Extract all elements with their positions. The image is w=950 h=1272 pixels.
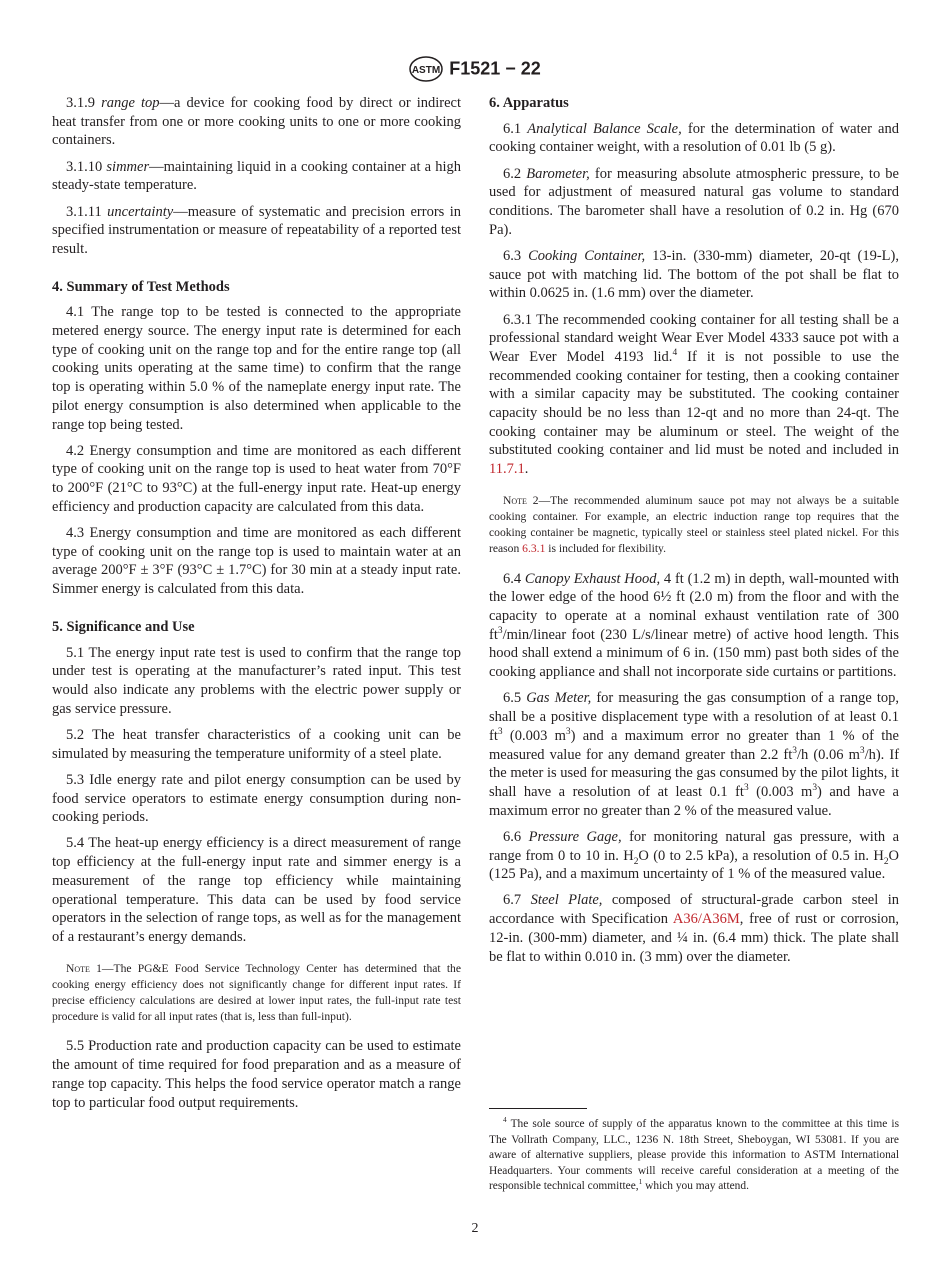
page-number: 2 bbox=[471, 1221, 479, 1236]
text-segment: 6.3.1 The recommended cooking container for all testing shall be a professional standard weight Wear Ever Model 4333 sauce pot with a Wear Ever Model 4193 lid. bbox=[489, 311, 899, 365]
text-segment: for the determination of water and cooking container weight, with a resolution of 0.01 lb (5 g). bbox=[489, 120, 899, 156]
text-segment: 4. Summary of Test Methods bbox=[52, 278, 230, 295]
paragraph bbox=[52, 726, 461, 763]
text-segment: 6. Apparatus bbox=[489, 95, 569, 111]
astm-logo-icon bbox=[409, 56, 443, 82]
text-segment: 1 bbox=[638, 1177, 643, 1187]
text-segment: 6.1 bbox=[503, 120, 528, 137]
note bbox=[52, 961, 461, 1026]
text-segment: 5.3 Idle energy rate and pilot energy consumption can be used by food service operators to estimate energy consumption during non-cooking periods. bbox=[52, 771, 461, 826]
section-heading bbox=[52, 278, 461, 297]
text-segment: (0.003 m bbox=[502, 727, 566, 744]
text-segment: Note bbox=[503, 493, 527, 507]
term: Analytical Balance Scale, bbox=[527, 120, 682, 137]
text-segment: Note bbox=[66, 961, 90, 975]
paragraph bbox=[52, 303, 461, 434]
text-segment: O (0 to 2.5 kPa), a resolution of 0.5 in. H bbox=[638, 847, 884, 864]
paragraph bbox=[52, 94, 461, 150]
term: simmer bbox=[106, 158, 150, 175]
text-segment: 3 bbox=[743, 783, 749, 794]
text-segment: 6.6 bbox=[503, 828, 529, 845]
cross-reference-link[interactable]: 11.7.1 bbox=[489, 461, 525, 478]
text-segment: 3 bbox=[812, 783, 818, 794]
text-segment: for monitoring natural gas pressure, with a range from 0 to 10 in. H bbox=[489, 828, 900, 864]
text-segment: 5. Significance and Use bbox=[52, 618, 195, 635]
text-segment: is included for flexibility. bbox=[545, 542, 666, 556]
paragraph bbox=[489, 828, 899, 884]
paragraph bbox=[489, 311, 899, 479]
text-segment: 6.3 bbox=[503, 247, 529, 264]
paragraph bbox=[489, 689, 899, 820]
text-segment: 3.1.11 bbox=[66, 203, 108, 220]
text-segment: /h (0.06 m bbox=[797, 746, 860, 763]
paragraph bbox=[489, 165, 899, 240]
paragraph bbox=[52, 644, 461, 719]
text-segment: which you may attend. bbox=[642, 1180, 749, 1193]
text-segment: 6.2 bbox=[503, 165, 527, 182]
text-segment: (0.003 m bbox=[748, 783, 813, 800]
text-segment: 5.5 Production rate and production capacity can be used to estimate the amount of time required for food preparation and as a measure of range top capacity. This helps the food service operator match a range top to particular food output requirements. bbox=[52, 1038, 461, 1111]
text-segment: 3 bbox=[497, 625, 503, 636]
text-segment: 2 bbox=[633, 856, 639, 867]
text-segment: /min/linear foot (230 L/s/linear metre) of active hood length. This hood shall extend a minimum of 6 in. (150 mm) past both sides of the cooking appliance and shall not incorporate side curtains or partitions. bbox=[489, 626, 899, 681]
text-segment: 2—The recommended aluminum sauce pot may not always be a suitable cooking container. For example, an electric induction range top requires that the cooking container be magnetic, typically steel or stainless steel plated nickel. For this reason bbox=[489, 493, 899, 556]
paragraph bbox=[52, 771, 461, 827]
section-heading bbox=[489, 94, 899, 113]
text-segment: for measuring the gas consumption of a range top, shall be a positive displacement type with a resolution of at least 0.1 ft bbox=[489, 690, 900, 744]
text-segment: 3 bbox=[859, 745, 865, 756]
paragraph bbox=[489, 247, 899, 303]
text-segment: 5.1 The energy input rate test is used to confirm that the range top under test is operating at the manufacturer’s rated input. This test would also indicate any problems with the electric power supply or gas service pressure. bbox=[52, 644, 461, 717]
term: Canopy Exhaust Hood, bbox=[524, 570, 661, 587]
footnote-4 bbox=[489, 1117, 899, 1195]
paragraph bbox=[52, 524, 461, 599]
cross-reference-link[interactable]: 6.3.1 bbox=[522, 542, 546, 556]
svg-text:ASTM: ASTM bbox=[412, 65, 441, 76]
text-segment: 3 bbox=[792, 745, 797, 756]
text-segment: 6.5 bbox=[503, 690, 527, 707]
term: Steel Plate, bbox=[530, 892, 603, 909]
text-segment: 3.1.10 bbox=[66, 158, 107, 175]
paragraph bbox=[489, 891, 899, 966]
text-segment: The sole source of supply of the apparatus known to the committee at this time is The Vollrath Company, LLC., 1236 N. 18th Street, Sheboygan, WI 53081. If you are aware of alternative suppliers, please provide this information to ASTM International Headquarters. Your comments will receive careful consideration at a meeting of the responsible technical committee, bbox=[489, 1118, 899, 1193]
cross-reference-link[interactable]: A36/A36M bbox=[672, 911, 740, 928]
term: Cooking Container, bbox=[528, 247, 646, 264]
text-segment: 3 bbox=[565, 726, 571, 737]
paragraph bbox=[52, 1037, 461, 1112]
text-segment: ) and a maximum error no greater than 1 % of the measured value for any demand greater than 2.2 ft bbox=[489, 727, 899, 763]
paragraph bbox=[52, 158, 461, 195]
standard-designation: F1521 − 22 bbox=[449, 58, 541, 79]
footnote-divider bbox=[489, 1108, 587, 1109]
text-segment: 5.4 The heat-up energy efficiency is a direct measurement of range top efficiency at the full-energy input rate and simmer energy is a measurement of the range top efficiency while maintaining operational temperature. This data can be used by food service operators in the selection of range tops, as well as for the management of a restaurant’s energy demands. bbox=[52, 835, 461, 945]
text-segment: 4.1 The range top to be tested is connected to the appropriate metered energy source. The energy input rate is determined for each type of cooking unit on the range top and for the entire range top (all cooking units operating at the same time) to confirm that the range top is operating within 5.0 % of the nameplate energy input rate. The pilot energy consumption is also determined when applicable to the range top being tested. bbox=[52, 304, 461, 433]
text-segment: 4 bbox=[672, 348, 678, 359]
text-segment: 3 bbox=[497, 726, 503, 737]
text-segment: 4.2 Energy consumption and time are monitored as each different type of cooking unit on the range top is used to heat water from 70°F to 200°F (21°C to 93°C) at the full-energy input rate. Heat-up energy efficiency and production capacity are calculated from this data. bbox=[52, 442, 461, 515]
text-segment: /h). If the meter is used for measuring the gas consumed by the pilot lights, it shall have a resolution of at least 0.1 ft bbox=[489, 746, 900, 800]
text-segment: composed of structural-grade carbon steel in accordance with Specification bbox=[489, 892, 899, 928]
term: Barometer, bbox=[526, 165, 590, 182]
text-segment: 4 bbox=[503, 1115, 507, 1125]
text-segment: , free of rust or corrosion, 12-in. (300-mm) diameter, and ¼ in. (6.4 mm) thick. The plate shall be flat to within 0.010 in. (3 mm) over the diameter. bbox=[489, 911, 899, 965]
text-segment: 6.4 bbox=[503, 570, 525, 587]
paragraph bbox=[489, 570, 899, 682]
text-segment: —measure of systematic and precision errors in specified instrumentation or measure of repeatability of a reported test result. bbox=[52, 203, 461, 257]
paragraph bbox=[489, 120, 899, 157]
text-segment: —maintaining liquid in a cooking container at a high steady-state temperature. bbox=[52, 158, 461, 194]
term: range top bbox=[101, 95, 160, 111]
text-segment: 5.2 The heat transfer characteristics of a cooking unit can be simulated by measuring the temperature uniformity of a steel plate. bbox=[52, 726, 461, 762]
text-segment: 6.7 bbox=[503, 892, 531, 909]
section-heading bbox=[52, 618, 461, 637]
text-segment: . bbox=[524, 461, 529, 478]
text-segment: for measuring absolute atmospheric pressure, to be used for adjustment of measured natural gas volume to standard conditions. The barometer shall have a resolution of 0.2 in. Hg (670 Pa). bbox=[489, 165, 899, 238]
text-segment: 4.3 Energy consumption and time are monitored as each different type of cooking unit on the range top is used to maintain water at an average 200°F ± 3°F (93°C ± 1.7°C) for 30 min at a steady input rate. Simmer energy is calculated from this data. bbox=[52, 525, 461, 598]
right-column bbox=[489, 94, 899, 974]
text-segment: —a device for cooking food by direct or indirect heat transfer from one or more cooking units to one or more cooking containers. bbox=[52, 95, 462, 149]
text-segment: 4 ft (1.2 m) in depth, wall-mounted with the lower edge of the hood 6½ ft (2.0 m) from the floor and with the capacity to operate at a nominal exhaust ventilation rate of 300 ft bbox=[489, 570, 899, 643]
term: Pressure Gage, bbox=[528, 828, 622, 845]
page-header bbox=[0, 56, 950, 82]
left-column bbox=[52, 94, 461, 1120]
text-segment: 2 bbox=[883, 856, 889, 867]
text-segment: If it is not possible to use the recommended cooking container for testing, then a cooking container with a similar capacity may be substituted. The cooking container capacity should be no less than 12-qt and no more than 24-qt. The cooking container may be aluminum or steel. The weight of the substituted cooking container and lid must be noted and included in bbox=[489, 348, 899, 459]
text-segment: 3.1.9 bbox=[66, 95, 102, 111]
text-segment: ) and have a maximum error no greater than 2 % of the measured value. bbox=[489, 783, 899, 819]
term: uncertainty bbox=[107, 203, 174, 220]
paragraph bbox=[52, 834, 461, 946]
text-segment: 13-in. (330-mm) diameter, 20-qt (19-L), sauce pot with matching lid. The bottom of the pot shall be flat to within 0.0625 in. (1.6 mm) over the diameter. bbox=[489, 247, 899, 302]
paragraph bbox=[52, 442, 461, 517]
term: Gas Meter, bbox=[526, 690, 592, 707]
paragraph bbox=[52, 203, 461, 259]
text-segment: O (125 Pa), and a maximum uncertainty of 1 % of the measured value. bbox=[489, 847, 899, 883]
text-segment: 1—The PG&E Food Service Technology Center has determined that the cooking energy efficiency does not significantly change for different input rates. If precise efficiency calculations are desired at lower input rates, the full-input rate test procedure is valid for all input rates (that is, less than full-input). bbox=[52, 961, 461, 1024]
note bbox=[489, 493, 899, 558]
